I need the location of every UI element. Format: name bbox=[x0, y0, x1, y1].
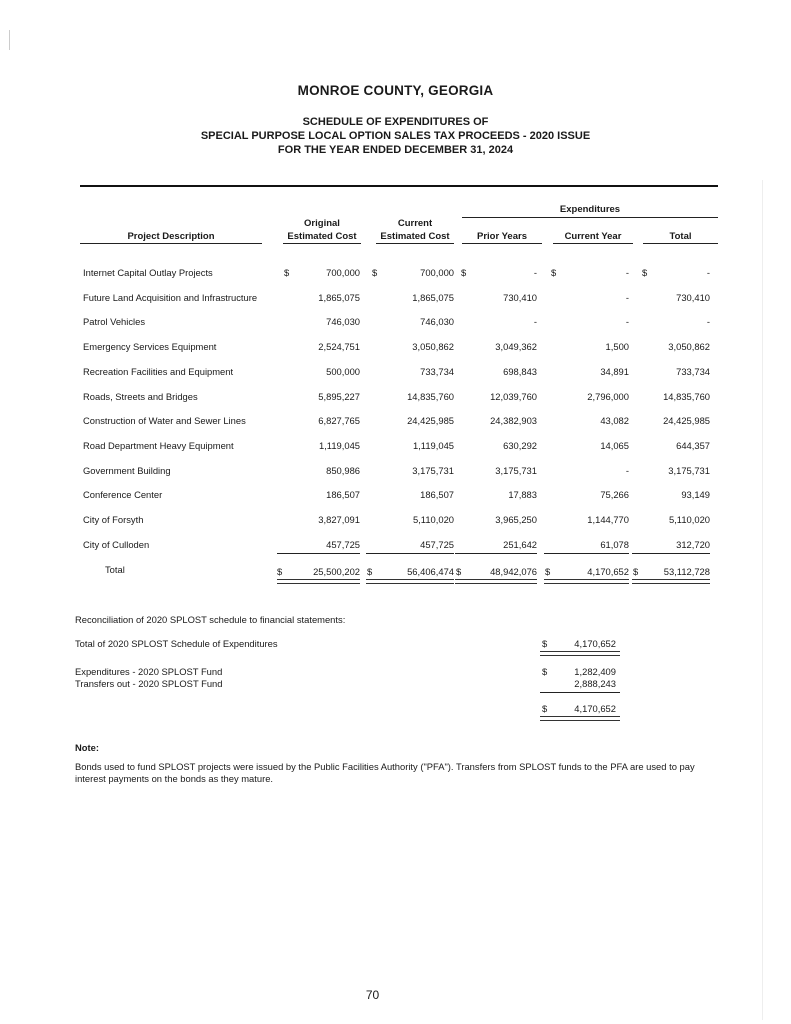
current-year-cell: 61,078 bbox=[600, 539, 629, 550]
current-cost-cell: 1,119,045 bbox=[412, 440, 454, 451]
project-description: Conference Center bbox=[83, 489, 163, 500]
project-description: Government Building bbox=[83, 465, 171, 476]
project-description: City of Forsyth bbox=[83, 514, 144, 525]
current-year-cell: - bbox=[625, 316, 629, 327]
project-description: Roads, Streets and Bridges bbox=[83, 391, 198, 402]
prior-years-header: Prior Years bbox=[462, 230, 542, 244]
expenditures-group-header: Expenditures bbox=[462, 203, 718, 218]
note-text: Bonds used to fund SPLOST projects were issued by the Public Facilities Authority ("PFA"). Transfers from SPLOST funds to the PFA are used to pay interest payments on the bonds as they mature. bbox=[75, 761, 695, 784]
prior-years-cell: 630,292 bbox=[503, 440, 537, 451]
original-header-line2: Estimated Cost bbox=[283, 230, 361, 244]
dollar-sign: $ bbox=[542, 703, 548, 714]
subtotal-line bbox=[366, 553, 454, 554]
reconciliation-heading: Reconciliation of 2020 SPLOST schedule to financial statements: bbox=[75, 614, 346, 625]
total-cell: 24,425,985 bbox=[663, 415, 710, 426]
dollar-sign: $ bbox=[372, 267, 378, 278]
prior-years-cell: 24,382,903 bbox=[490, 415, 537, 426]
dollar-sign: $ bbox=[542, 638, 548, 649]
scan-artifact bbox=[762, 180, 763, 1020]
original-cost-cell: 1,119,045 bbox=[318, 440, 360, 451]
double-underline bbox=[540, 716, 620, 721]
original-cost-cell: 6,827,765 bbox=[318, 415, 360, 426]
transfers-value: 2,888,243 bbox=[574, 678, 616, 689]
prior-years-cell: 698,843 bbox=[503, 366, 537, 377]
project-description: Road Department Heavy Equipment bbox=[83, 440, 234, 451]
project-description: Patrol Vehicles bbox=[83, 316, 146, 327]
dollar-sign: $ bbox=[551, 267, 557, 278]
current-cost-cell: 186,507 bbox=[420, 489, 454, 500]
current-year-cell: 75,266 bbox=[600, 489, 629, 500]
original-cost-cell: 2,524,751 bbox=[318, 341, 360, 352]
original-cost-cell: 186,507 bbox=[326, 489, 360, 500]
original-cost-cell: 5,895,227 bbox=[318, 391, 360, 402]
prior-years-cell: 730,410 bbox=[503, 292, 537, 303]
prior-years-cell: 3,175,731 bbox=[495, 465, 537, 476]
total-cell: 14,835,760 bbox=[663, 391, 710, 402]
double-underline bbox=[632, 579, 710, 584]
project-description: Internet Capital Outlay Projects bbox=[83, 267, 213, 278]
dollar-sign: $ bbox=[545, 566, 551, 577]
original-cost-cell: 500,000 bbox=[326, 366, 360, 377]
current-cost-cell: 457,725 bbox=[420, 539, 454, 550]
header-divider bbox=[80, 185, 718, 187]
schedule-title-line1: SCHEDULE OF EXPENDITURES OF bbox=[302, 116, 489, 128]
transfers-label: Transfers out - 2020 SPLOST Fund bbox=[75, 678, 223, 689]
double-underline bbox=[277, 579, 360, 584]
subtotal-line bbox=[540, 692, 620, 693]
dollar-sign: $ bbox=[456, 566, 462, 577]
dollar-sign: $ bbox=[461, 267, 467, 278]
original-cost-cell: 746,030 bbox=[326, 316, 360, 327]
current-cost-cell: 746,030 bbox=[420, 316, 454, 327]
dollar-sign: $ bbox=[633, 566, 639, 577]
project-description: City of Culloden bbox=[83, 539, 150, 550]
total-cell: 733,734 bbox=[676, 366, 710, 377]
total-cell: 312,720 bbox=[676, 539, 710, 550]
expenditures-value: 1,282,409 bbox=[574, 666, 616, 677]
scan-artifact bbox=[9, 30, 10, 50]
total-cell: - bbox=[706, 316, 710, 327]
current-cost-cell: 14,835,760 bbox=[407, 391, 454, 402]
current-cost-cell: 24,425,985 bbox=[407, 415, 454, 426]
final-total-value: 4,170,652 bbox=[574, 703, 616, 714]
current-year-cell: 34,891 bbox=[600, 366, 629, 377]
double-underline bbox=[544, 579, 629, 584]
prior-years-cell: 12,039,760 bbox=[490, 391, 537, 402]
prior-years-cell: - bbox=[533, 267, 537, 278]
project-description: Recreation Facilities and Equipment bbox=[83, 366, 234, 377]
project-description: Future Land Acquisition and Infrastructure bbox=[83, 292, 258, 303]
page-number: 70 bbox=[365, 988, 380, 1002]
dollar-sign: $ bbox=[542, 666, 548, 677]
original-cost-cell: 700,000 bbox=[326, 267, 360, 278]
original-cost-cell: 3,827,091 bbox=[318, 514, 360, 525]
original-header-line1: Original bbox=[304, 218, 340, 229]
prior-years-cell: 17,883 bbox=[508, 489, 537, 500]
prior-years-cell: 251,642 bbox=[503, 539, 537, 550]
current-cost-cell: 3,050,862 bbox=[412, 341, 454, 352]
original-cost-cell: 850,986 bbox=[326, 465, 360, 476]
double-underline bbox=[366, 579, 454, 584]
dollar-sign: $ bbox=[284, 267, 290, 278]
original-cost-cell: 1,865,075 bbox=[318, 292, 360, 303]
schedule-total-value: 4,170,652 bbox=[574, 638, 616, 649]
schedule-total-label: Total of 2020 SPLOST Schedule of Expenditures bbox=[75, 638, 278, 649]
dollar-sign: $ bbox=[277, 566, 283, 577]
current-year-cell: - bbox=[625, 267, 629, 278]
expenditures-label: Expenditures - 2020 SPLOST Fund bbox=[75, 666, 223, 677]
description-header: Project Description bbox=[80, 230, 262, 244]
note-heading: Note: bbox=[75, 742, 99, 753]
subtotal-line bbox=[632, 553, 710, 554]
current-year-cell: 1,144,770 bbox=[587, 514, 629, 525]
total-cell: 3,050,862 bbox=[668, 341, 710, 352]
current-cost-cell: 5,110,020 bbox=[412, 514, 454, 525]
total-current: 56,406,474 bbox=[407, 566, 454, 577]
project-description: Emergency Services Equipment bbox=[83, 341, 217, 352]
double-underline bbox=[540, 651, 620, 656]
current-cost-cell: 733,734 bbox=[420, 366, 454, 377]
total-current-year: 4,170,652 bbox=[587, 566, 629, 577]
subtotal-line bbox=[277, 553, 360, 554]
schedule-title-line3: FOR THE YEAR ENDED DECEMBER 31, 2024 bbox=[277, 144, 514, 156]
total-cell: 93,149 bbox=[681, 489, 710, 500]
schedule-title-line2: SPECIAL PURPOSE LOCAL OPTION SALES TAX PROCEEDS - 2020 ISSUE bbox=[200, 130, 591, 142]
dollar-sign: $ bbox=[367, 566, 373, 577]
prior-years-cell: 3,049,362 bbox=[495, 341, 537, 352]
project-description: Construction of Water and Sewer Lines bbox=[83, 415, 246, 426]
current-year-cell: - bbox=[625, 292, 629, 303]
subtotal-line bbox=[455, 553, 537, 554]
total-cell: 644,357 bbox=[676, 440, 710, 451]
subtotal-line bbox=[544, 553, 629, 554]
total-original: 25,500,202 bbox=[313, 566, 360, 577]
prior-years-cell: - bbox=[533, 316, 537, 327]
current-year-header: Current Year bbox=[553, 230, 633, 244]
current-header-line2: Estimated Cost bbox=[376, 230, 454, 244]
prior-years-cell: 3,965,250 bbox=[495, 514, 537, 525]
total-cell: 730,410 bbox=[676, 292, 710, 303]
double-underline bbox=[455, 579, 537, 584]
current-year-cell: 1,500 bbox=[605, 341, 629, 352]
current-header-line1: Current bbox=[397, 218, 433, 229]
current-year-cell: - bbox=[625, 465, 629, 476]
total-label: Total bbox=[105, 564, 125, 575]
current-year-cell: 2,796,000 bbox=[587, 391, 629, 402]
current-cost-cell: 700,000 bbox=[420, 267, 454, 278]
total-header: Total bbox=[643, 230, 718, 244]
total-cell: 3,175,731 bbox=[668, 465, 710, 476]
total-cell: - bbox=[706, 267, 710, 278]
current-year-cell: 14,065 bbox=[600, 440, 629, 451]
current-cost-cell: 1,865,075 bbox=[412, 292, 454, 303]
total-prior-years: 48,942,076 bbox=[490, 566, 537, 577]
original-cost-cell: 457,725 bbox=[326, 539, 360, 550]
total-cell: 5,110,020 bbox=[668, 514, 710, 525]
dollar-sign: $ bbox=[642, 267, 648, 278]
current-year-cell: 43,082 bbox=[600, 415, 629, 426]
entity-title: MONROE COUNTY, GEORGIA bbox=[297, 83, 494, 98]
current-cost-cell: 3,175,731 bbox=[412, 465, 454, 476]
total-total: 53,112,728 bbox=[663, 566, 710, 577]
